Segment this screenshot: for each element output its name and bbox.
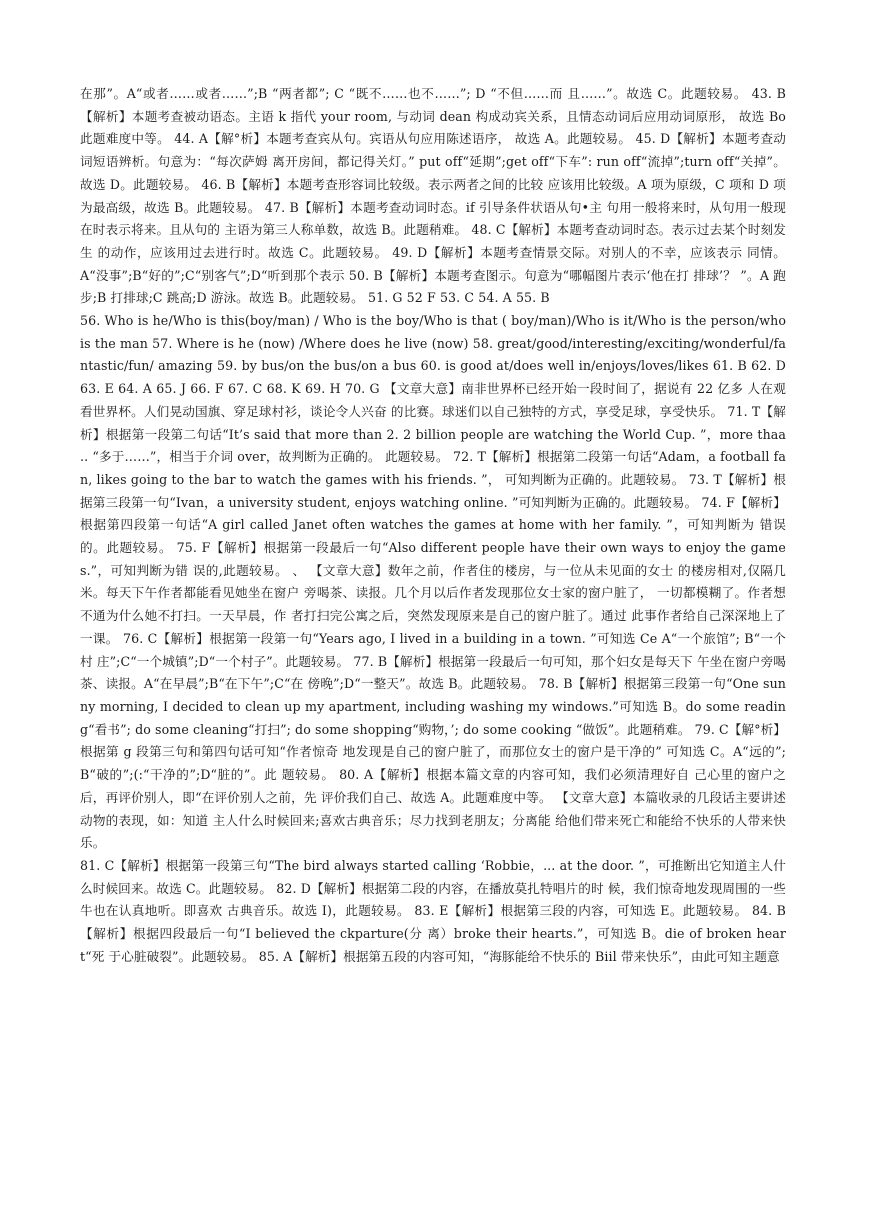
paragraph-answers-81-85: 81. C【解析】根据第一段第三句“The bird always started calling ‘Robbie，... at the door. ”，可推断出它知道主人什 么时候回来。故选 C。此题较易。 82. D【解析】根据第二段的内容，在播放莫扎特唱片的时 候，我们惊奇地发现周围的一些牛也在认真地听。即喜欢 古典音乐。故选 I)，此题较易。 83. E【解析】根据第三段的内容，可知选 E。此题较易。 84. B【解析】根据四段最后一句“I believed the ckparture(分 离）broke their hearts.”，可知选 B。die of broken heart“死 于心脏破裂”。此题较易。 85. A【解析】根据第五段的内容可知，“海豚能给不快乐的 Biil 带来快乐”，由此可知主题意 (80, 857, 786, 964)
paragraph-answers-42-55: 在那”。A“或者……或者……”;B “两者都”; C “既不……也不……”; D “不但……而 且……”。故选 C。此题较易。 43. B【解析】本题考查被动语态。主语 k 指代 your room, 与动词 dean 构成动宾关系，且情态动词后应用动词原形， 故选 Bo 此题难度中等。 44. A【解°析】本题考查宾从句。宾语从句应用陈述语序， 故选 A。此题较易。 45. D【解析】本题考查动词短语辨析。句意为：“每次萨姆 离开房间，都记得关灯。” put off“延期”;get off“下车”: run off“流掉”;turn off“关掉”。故选 D。此题较易。 46. B【解析】本题考查形容词比较级。表示两者之间的比较 应该用比较级。A 项为原级，C 项和 D 项为最高级，故选 B。此题较易。 47. B【解析】本题考查动词时态。if 引导条件状语从句•主 句用一般将来时，从句用一般现在时表示将来。且从句的 主语为第三人称单数，故选 B。此题稍难。 48. C【解析】本题考查动词时态。表示过去某个时刻发生 的动作，应该用过去进行时。故选 C。此题较易。 49. D【解析】本题考查情景交际。对别人的不幸，应该表示 同情。A“没事”;B“好的”;C“别客气”;D“听到那个表示 50. B【解析】本题考查图示。句意为“哪幅图片表示‘他在打 排球’？ ”。A 跑步;B 打排球;C 跳高;D 游泳。故选 B。此题较易。 51. G 52 F 53. C 54. A 55. B (80, 86, 786, 306)
answer-key-text (80, 83, 786, 968)
paragraph-answers-56-80: 56. Who is he/Who is this(boy/man) / Who is the boy/Who is that ( boy/man)/Who is it/Who is the person/who is the man 57. Where is he (now) /Where does he live (now) 58. great/good/interesting/exciting/wonderful/fantastic/fun/ amazing 59. by bus/on the bus/on a bus 60. is good at/does well in/enjoys/loves/likes 61. B 62. D 63. E 64. A 65. J 66. F 67. C 68. K 69. H 70. G 【文章大意】南非世界杯已经开始一段时间了，据说有 22 亿多 人在观看世界杯。人们晃动国旗、穿足球村衫，谈论令人兴奋 的比赛。球迷们以自己独特的方式，享受足球，享受快乐。 71. T【解析】根据第一段第二句话“It’s said that more than 2. 2 billion people are watching the World Cup. ”，more thaa .. “多于……”，相当于介词 over，故判断为正确的。 此题较易。 72. T【解析】根据第二段第一句话“Adam，a football fan, likes going to the bar to watch the games with his friends. ”， 可知判断为正确的。此题较易。 73. T【解析】根据第三段第一句“Ivan，a university student, enjoys watching online. ”可知判断为正确的。此题较易。 74. F【解析】根据第四段第一句话“A girl called Janet often watches the games at home with her family. ”，可知判断为 错误的。此题较易。 75. F【解析】根据第一段最后一句“Also different people have their own ways to enjoy the games.”，可知判断为错 误的,此题较易。 、 【文章大意】数年之前，作者住的楼房，与一位从未见面的女士 的楼房相对,仅隔几米。每天下午作者都能看见她坐在窗户 旁喝茶、读报。几个月以后作者发现那位女士家的窗户脏了， 一切都模糊了。作者想不通为什么她不打扫。一天早晨，作 者打扫完公寓之后，突然发现原来是自己的窗户脏了。通过 此事作者给自己深深地上了一课。 76. C【解析】根据第一段第一句“Years ago, I lived in a building in a town. ”可知选 Ce A“一个旅馆”; B“一个村 庄”;C“一个城镇”;D“一个村子”。此题较易。 77. B【解析】根据第一段最后一句可知，那个妇女是每天下 午坐在窗户旁喝茶、读报。A“在早晨”;B“在下午”;C“在 傍晚”;D“一整天”。故选 B。此题较易。 78. B【解析】根据第三段第一句“One sunny morning, I decided to clean up my apartment, including washing my windows.”可知选 B。do some reading“看书”; do some cleaning“打扫”; do some shopping“购物，’; do some cooking “做饭”。此题稍难。 79. C【解°析】根据第 g 段第三句和第四句话可知“作者惊奇 地发现是自己的窗户脏了，而那位女士的窗户是干净的” 可知选 C。A“远的”;B“破的”;(:“干净的”;D“脏的”。此 题较易。 80. A【解析】根据本篇文章的内容可知，我们必须清理好自 己心里的窗户之后，再评价别人，即“在评价别人之前，先 评价我们自己、故选 A。此题难度中等。 【文章大意】本篇收录的几段话主要讲述动物的表现，如：知道 主人什么时候回来;喜欢古典音乐；尽力找到老朋友；分离能 给他们带来死亡和能给不快乐的人带来快乐。 (80, 313, 786, 851)
